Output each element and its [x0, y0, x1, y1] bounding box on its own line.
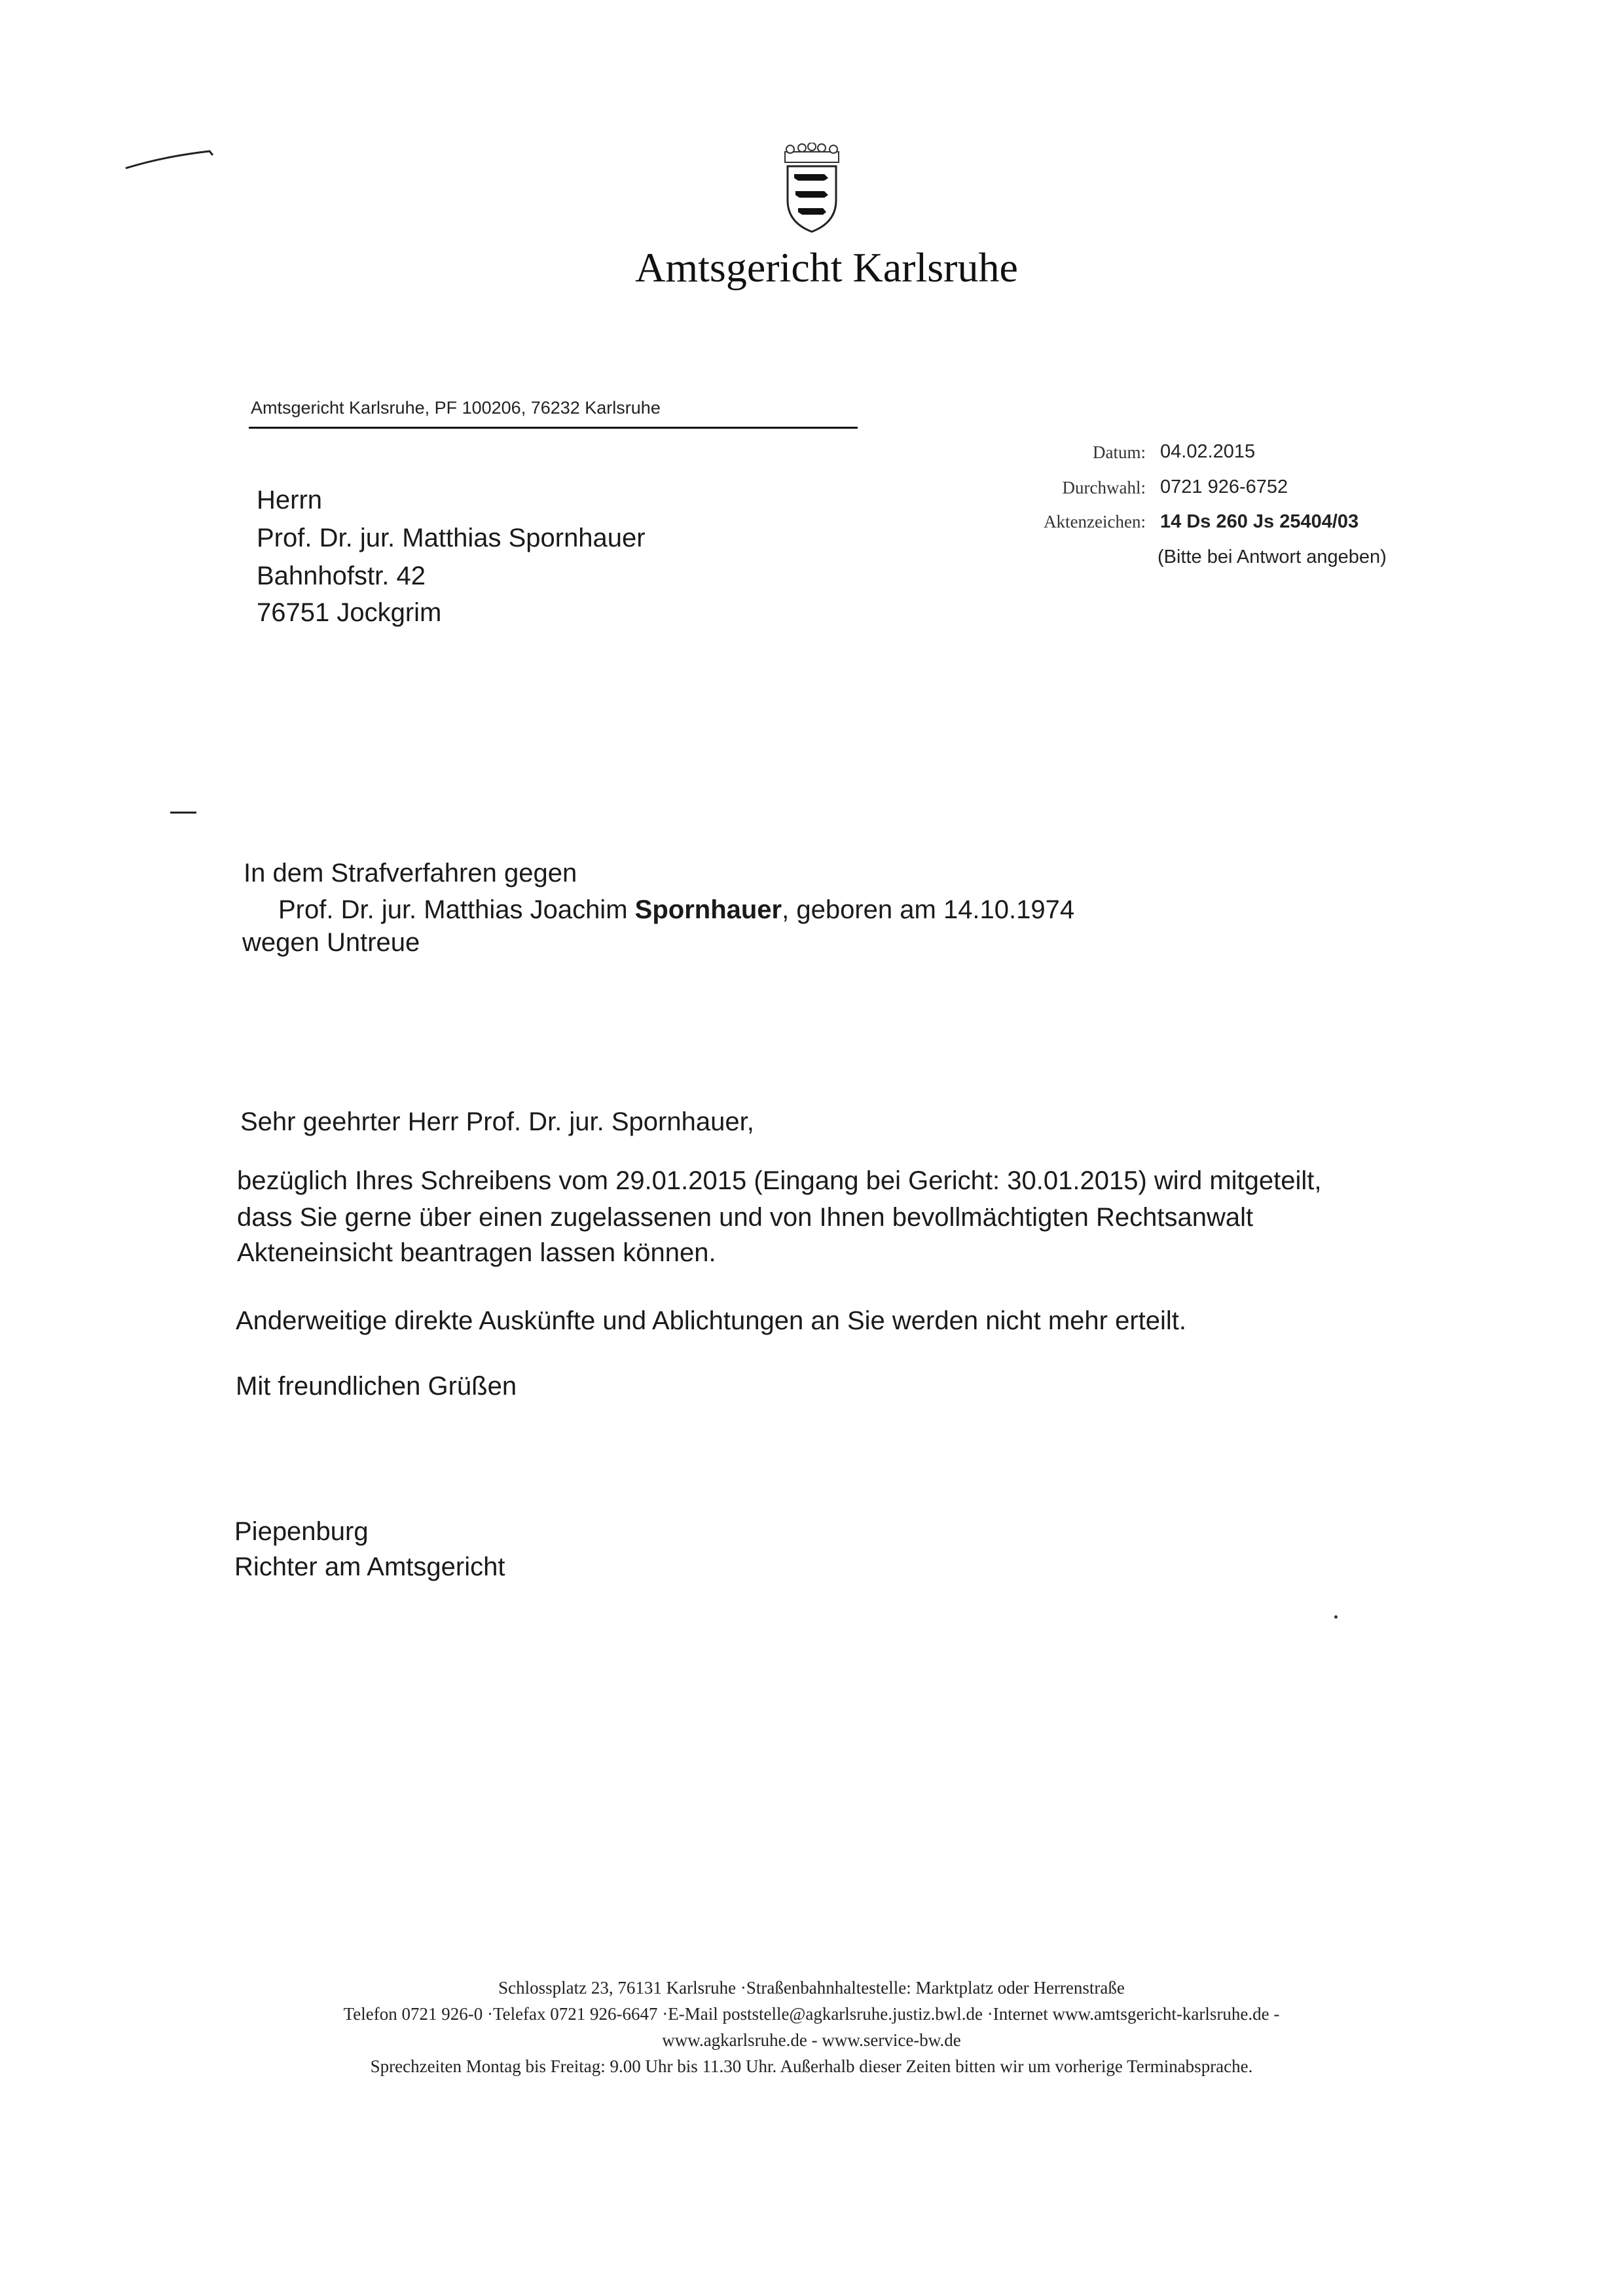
file-number-value: 14 Ds 260 Js 25404/03	[1160, 511, 1359, 532]
scan-dot	[1334, 1615, 1338, 1619]
recipient-salutation: Herrn	[257, 486, 323, 514]
paragraph-1-line-1: bezüglich Ihres Schreibens vom 29.01.2015 (Eingang bei Gericht: 30.01.2015) wird mitgeteilt,	[237, 1166, 1322, 1195]
recipient-name: Prof. Dr. jur. Matthias Spornhauer	[257, 524, 646, 552]
pen-stroke-mark	[124, 147, 229, 173]
defendant-surname: Spornhauer	[634, 895, 782, 924]
paragraph-2: Anderweitige direkte Auskünfte und Ablichtungen an Sie werden nicht mehr erteilt.	[236, 1306, 1186, 1335]
baden-wuerttemberg-coat-of-arms-icon	[782, 143, 841, 234]
defendant-prefix: Prof. Dr. jur. Matthias Joachim	[278, 895, 635, 924]
fold-mark	[170, 812, 196, 814]
sender-return-address: Amtsgericht Karlsruhe, PF 100206, 76232 Karlsruhe	[251, 398, 661, 418]
sender-underline	[249, 427, 858, 429]
paragraph-1-line-2: dass Sie gerne über einen zugelassenen und von Ihnen bevollmächtigten Rechtsanwalt	[237, 1203, 1254, 1232]
date-value: 04.02.2015	[1160, 441, 1256, 462]
case-charge: wegen Untreue	[242, 928, 420, 957]
date-label: Datum:	[1093, 442, 1146, 462]
greeting: Sehr geehrter Herr Prof. Dr. jur. Spornhauer,	[240, 1107, 754, 1136]
signer-title: Richter am Amtsgericht	[234, 1552, 505, 1581]
case-intro: In dem Strafverfahren gegen	[244, 859, 577, 888]
file-number-label: Aktenzeichen:	[1044, 512, 1146, 531]
signer-name: Piepenburg	[234, 1517, 369, 1546]
court-name: Amtsgericht Karlsruhe	[635, 244, 1018, 291]
defendant-suffix: , geboren am 14.10.1974	[782, 895, 1075, 924]
recipient-city: 76751 Jockgrim	[257, 598, 442, 627]
phone-value: 0721 926-6752	[1160, 476, 1288, 497]
recipient-street: Bahnhofstr. 42	[257, 562, 426, 590]
phone-label: Durchwahl:	[1062, 478, 1146, 497]
footer-websites: www.agkarlsruhe.de - www.service-bw.de	[662, 2030, 961, 2050]
closing: Mit freundlichen Grüßen	[236, 1372, 517, 1401]
paragraph-1-line-3: Akteneinsicht beantragen lassen können.	[237, 1238, 716, 1267]
footer-contact: Telefon 0721 926-0 ·Telefax 0721 926-6647 ·E-Mail poststelle@agkarlsruhe.justiz.bwl.de ·Internet www.amtsgericht-karlsruhe.de -	[343, 2004, 1280, 2024]
file-number-note: (Bitte bei Antwort angeben)	[1158, 547, 1387, 567]
footer-address: Schlossplatz 23, 76131 Karlsruhe ·Straßenbahnhaltestelle: Marktplatz oder Herrenstraße	[498, 1978, 1125, 1998]
footer-office-hours: Sprechzeiten Montag bis Freitag: 9.00 Uhr bis 11.30 Uhr. Außerhalb dieser Zeiten bitten wir um vorherige Terminabsprache.	[370, 2056, 1253, 2076]
case-defendant	[278, 895, 1074, 925]
